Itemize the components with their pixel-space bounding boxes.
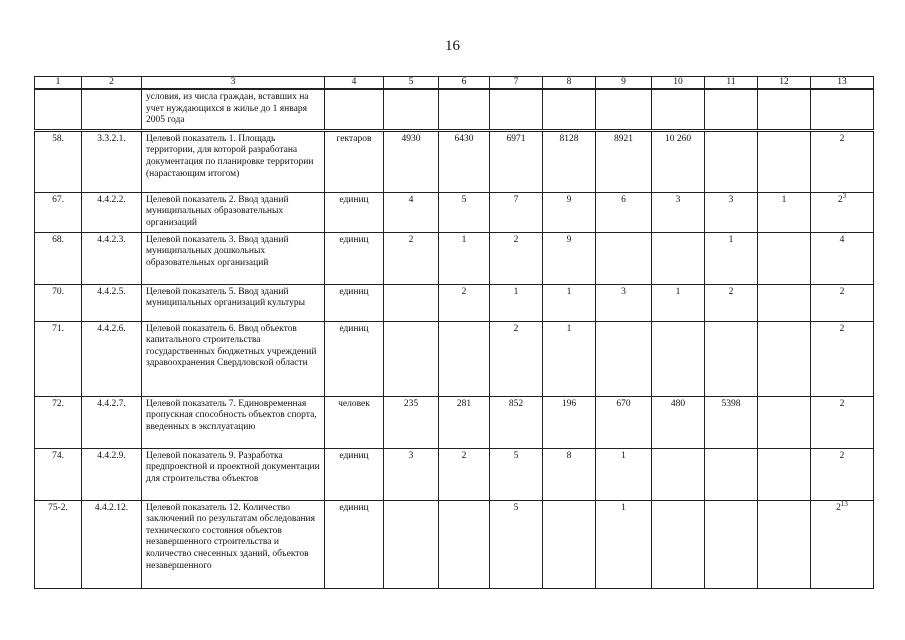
cell-col-11: 1 bbox=[705, 232, 758, 284]
cell-col-11: 5398 bbox=[705, 396, 758, 448]
column-number-row bbox=[35, 77, 874, 90]
cell-col-10 bbox=[652, 500, 705, 588]
cell-col-6 bbox=[439, 500, 490, 588]
cell-col-1: 74. bbox=[35, 448, 82, 500]
column-number-4: 4 bbox=[325, 77, 384, 90]
indicators-table bbox=[34, 76, 874, 589]
cell-col-8: 1 bbox=[543, 321, 596, 396]
page-number: 16 bbox=[445, 38, 460, 54]
cell-col-12 bbox=[758, 500, 811, 588]
cell-col-7: 2 bbox=[490, 321, 543, 396]
cell-col-10 bbox=[652, 89, 705, 130]
cell-col-10 bbox=[652, 448, 705, 500]
cell-col-2: 4.4.2.7. bbox=[82, 396, 142, 448]
cell-col-12 bbox=[758, 284, 811, 321]
cell-col-10: 1 bbox=[652, 284, 705, 321]
cell-col-5: 4930 bbox=[384, 130, 439, 192]
cell-col-10: 480 bbox=[652, 396, 705, 448]
cell-col-13: $2^3$ bbox=[811, 192, 874, 232]
column-number-1: 1 bbox=[35, 77, 82, 90]
table-row bbox=[35, 232, 874, 284]
cell-col-11 bbox=[705, 321, 758, 396]
cell-col-4 bbox=[325, 89, 384, 130]
cell-col-1: 75-2. bbox=[35, 500, 82, 588]
column-number-6: 6 bbox=[439, 77, 490, 90]
column-number-7: 7 bbox=[490, 77, 543, 90]
cell-col-8: 1 bbox=[543, 284, 596, 321]
column-number-3: 3 bbox=[142, 77, 325, 90]
cell-col-12 bbox=[758, 130, 811, 192]
footnote-mark: 13 bbox=[840, 499, 848, 508]
cell-col-7 bbox=[490, 89, 543, 130]
column-number-13: 13 bbox=[811, 77, 874, 90]
table-row bbox=[35, 448, 874, 500]
cell-col-4: единиц bbox=[325, 192, 384, 232]
table-row bbox=[35, 396, 874, 448]
cell-col-3: Целевой показатель 6. Ввод объектов капитального строительства государственных бюджетных учреждений здравоохранения Свердловской области bbox=[142, 321, 325, 396]
table-row bbox=[35, 321, 874, 396]
column-number-8: 8 bbox=[543, 77, 596, 90]
cell-col-3: Целевой показатель 12. Количество заключений по результатам обследования технического состояния объектов незавершенного строительства и количество снесенных зданий, объектов незавершенного bbox=[142, 500, 325, 588]
column-number-5: 5 bbox=[384, 77, 439, 90]
cell-col-4: единиц bbox=[325, 232, 384, 284]
cell-col-3: Целевой показатель 5. Ввод зданий муниципальных организаций культуры bbox=[142, 284, 325, 321]
cell-col-5 bbox=[384, 500, 439, 588]
cell-col-6: 5 bbox=[439, 192, 490, 232]
cell-col-2: 4.4.2.12. bbox=[82, 500, 142, 588]
cell-col-4: единиц bbox=[325, 448, 384, 500]
cell-col-13: 4 bbox=[811, 232, 874, 284]
cell-col-10 bbox=[652, 232, 705, 284]
cell-col-9: 670 bbox=[596, 396, 652, 448]
cell-col-13: 2 bbox=[811, 448, 874, 500]
cell-col-10: 3 bbox=[652, 192, 705, 232]
cell-col-2: 4.4.2.5. bbox=[82, 284, 142, 321]
cell-col-3: Целевой показатель 1. Площадь территории, для которой разработана документация по планировке территории (нарастающим итогом) bbox=[142, 130, 325, 192]
cell-col-7: 2 bbox=[490, 232, 543, 284]
table-row bbox=[35, 192, 874, 232]
cell-col-12 bbox=[758, 232, 811, 284]
cell-col-13: 2 bbox=[811, 284, 874, 321]
cell-col-12 bbox=[758, 89, 811, 130]
cell-col-1: 67. bbox=[35, 192, 82, 232]
cell-col-6: 1 bbox=[439, 232, 490, 284]
cell-col-12 bbox=[758, 396, 811, 448]
cell-col-1: 58. bbox=[35, 130, 82, 192]
cell-col-1: 68. bbox=[35, 232, 82, 284]
cell-col-2: 4.4.2.3. bbox=[82, 232, 142, 284]
cell-col-6 bbox=[439, 321, 490, 396]
column-number-9: 9 bbox=[596, 77, 652, 90]
cell-col-8 bbox=[543, 500, 596, 588]
cell-col-3: Целевой показатель 3. Ввод зданий муниципальных дошкольных образовательных организаций bbox=[142, 232, 325, 284]
cell-col-8: 8128 bbox=[543, 130, 596, 192]
cell-col-5 bbox=[384, 284, 439, 321]
cell-col-7: 852 bbox=[490, 396, 543, 448]
cell-col-2: 3.3.2.1. bbox=[82, 130, 142, 192]
cell-col-2: 4.4.2.9. bbox=[82, 448, 142, 500]
cell-col-4: единиц bbox=[325, 321, 384, 396]
cell-col-3: Целевой показатель 9. Разработка предпроектной и проектной документации для строительства объектов bbox=[142, 448, 325, 500]
cell-col-7: 6971 bbox=[490, 130, 543, 192]
cell-col-5: 3 bbox=[384, 448, 439, 500]
cell-col-13: 2 bbox=[811, 321, 874, 396]
cell-col-1 bbox=[35, 89, 82, 130]
cell-col-13: $2^{13}$ bbox=[811, 500, 874, 588]
cell-col-2: 4.4.2.6. bbox=[82, 321, 142, 396]
cell-col-6: 2 bbox=[439, 284, 490, 321]
cell-col-9: 6 bbox=[596, 192, 652, 232]
cell-col-12: 1 bbox=[758, 192, 811, 232]
cell-col-13 bbox=[811, 89, 874, 130]
cell-col-3: условия, из числа граждан, вставших на учет нуждающихся в жилье до 1 января 2005 года bbox=[142, 89, 325, 130]
column-number-11: 11 bbox=[705, 77, 758, 90]
cell-col-8 bbox=[543, 89, 596, 130]
cell-col-5: 235 bbox=[384, 396, 439, 448]
cell-col-9 bbox=[596, 89, 652, 130]
cell-col-11 bbox=[705, 130, 758, 192]
column-number-10: 10 bbox=[652, 77, 705, 90]
cell-col-7: 1 bbox=[490, 284, 543, 321]
cell-col-12 bbox=[758, 448, 811, 500]
cell-col-7: 5 bbox=[490, 500, 543, 588]
cell-col-2: 4.4.2.2. bbox=[82, 192, 142, 232]
cell-col-5 bbox=[384, 321, 439, 396]
table-body bbox=[35, 77, 874, 589]
column-number-2: 2 bbox=[82, 77, 142, 90]
cell-col-4: единиц bbox=[325, 284, 384, 321]
cell-col-9: 1 bbox=[596, 500, 652, 588]
cell-col-9: 3 bbox=[596, 284, 652, 321]
cell-col-8: 196 bbox=[543, 396, 596, 448]
cell-col-6: 6430 bbox=[439, 130, 490, 192]
cell-col-11: 3 bbox=[705, 192, 758, 232]
cell-col-4: гектаров bbox=[325, 130, 384, 192]
cell-col-8: 8 bbox=[543, 448, 596, 500]
cell-col-1: 72. bbox=[35, 396, 82, 448]
cell-col-6: 281 bbox=[439, 396, 490, 448]
cell-col-1: 70. bbox=[35, 284, 82, 321]
cell-col-8: 9 bbox=[543, 232, 596, 284]
cell-col-11 bbox=[705, 500, 758, 588]
cell-col-1: 71. bbox=[35, 321, 82, 396]
cell-col-9 bbox=[596, 232, 652, 284]
column-number-12: 12 bbox=[758, 77, 811, 90]
cell-col-3: Целевой показатель 7. Единовременная пропускная способность объектов спорта, введенных в эксплуатацию bbox=[142, 396, 325, 448]
cell-col-2 bbox=[82, 89, 142, 130]
cell-col-9 bbox=[596, 321, 652, 396]
cell-col-13: 2 bbox=[811, 130, 874, 192]
cell-col-10 bbox=[652, 321, 705, 396]
cell-col-11: 2 bbox=[705, 284, 758, 321]
cell-col-5: 4 bbox=[384, 192, 439, 232]
cell-col-9: 1 bbox=[596, 448, 652, 500]
cell-col-11 bbox=[705, 448, 758, 500]
cell-col-6: 2 bbox=[439, 448, 490, 500]
table-row bbox=[35, 89, 874, 130]
cell-col-13: 2 bbox=[811, 396, 874, 448]
cell-col-11 bbox=[705, 89, 758, 130]
cell-col-5 bbox=[384, 89, 439, 130]
cell-col-4: единиц bbox=[325, 500, 384, 588]
cell-col-7: 5 bbox=[490, 448, 543, 500]
cell-col-4: человек bbox=[325, 396, 384, 448]
cell-col-3: Целевой показатель 2. Ввод зданий муниципальных образовательных организаций bbox=[142, 192, 325, 232]
cell-col-12 bbox=[758, 321, 811, 396]
table-row bbox=[35, 500, 874, 588]
cell-col-6 bbox=[439, 89, 490, 130]
table-row bbox=[35, 130, 874, 192]
cell-col-7: 7 bbox=[490, 192, 543, 232]
footnote-mark: 3 bbox=[842, 191, 847, 200]
cell-col-5: 2 bbox=[384, 232, 439, 284]
table-row bbox=[35, 284, 874, 321]
cell-col-9: 8921 bbox=[596, 130, 652, 192]
cell-col-8: 9 bbox=[543, 192, 596, 232]
cell-col-10: 10 260 bbox=[652, 130, 705, 192]
